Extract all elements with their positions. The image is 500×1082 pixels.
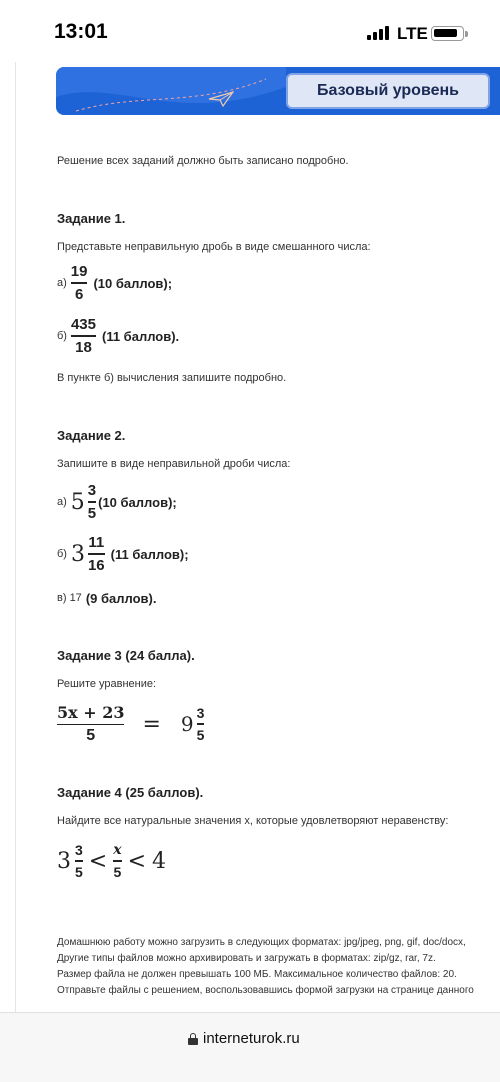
points-label: (10 баллов); xyxy=(93,275,173,291)
whole-part: 9 xyxy=(180,712,194,736)
whole-part: 3 xyxy=(70,541,85,567)
task3-prompt: Решите уравнение: xyxy=(57,678,157,690)
right-bound: 4 xyxy=(152,848,167,874)
footer-line: Домашнюю работу можно загрузить в следующих форматах: jpg/jpeg, png, gif, doc/docx, xyxy=(57,937,466,948)
fraction xyxy=(71,263,88,303)
paper-plane-icon xyxy=(208,91,234,107)
task1-note: В пункте б) вычисления запишите подробно. xyxy=(57,372,287,384)
left-fraction xyxy=(75,842,83,880)
denominator: 18 xyxy=(75,338,92,356)
denominator: 5 xyxy=(196,726,205,743)
network-label: LTE xyxy=(397,24,428,43)
lock-icon xyxy=(188,1033,198,1045)
task3-equation xyxy=(57,698,204,750)
points-label: (11 баллов); xyxy=(110,546,189,562)
denominator: 6 xyxy=(74,285,84,303)
item-marker: а) xyxy=(57,277,67,289)
task2-item-a xyxy=(57,477,177,527)
denominator: 5 xyxy=(86,727,96,745)
points-label: (11 баллов). xyxy=(102,328,180,344)
numerator: 3 xyxy=(75,842,83,859)
item-marker: б) xyxy=(57,548,67,560)
battery-cap xyxy=(465,31,468,37)
task2-prompt: Запишите в виде неправильной дроби числа: xyxy=(57,458,291,470)
battery-icon xyxy=(431,26,464,41)
fraction xyxy=(71,316,96,356)
rhs-fraction xyxy=(197,705,205,743)
status-bar xyxy=(0,0,500,62)
denominator: 16 xyxy=(87,556,105,574)
task2-title: Задание 2. xyxy=(57,428,126,443)
points-label: (10 баллов); xyxy=(98,494,177,510)
footer-line: Размер файла не должен превышать 100 МБ. Максимальное количество файлов: 20. xyxy=(57,969,457,980)
denominator: 5 xyxy=(87,504,97,522)
numerator: 11 xyxy=(88,534,105,552)
fraction xyxy=(88,482,96,522)
status-time: 13:01 xyxy=(54,20,108,43)
page-border xyxy=(15,62,16,1012)
denominator: 5 xyxy=(113,863,122,880)
url-text[interactable]: interneturok.ru xyxy=(203,1030,300,1047)
whole-part: 5 xyxy=(70,489,85,515)
footer-line: Отправьте файлы с решением, воспользовавшись формой загрузки на странице данного xyxy=(57,985,474,996)
task1-prompt: Представьте неправильную дробь в виде смешанного числа: xyxy=(57,241,371,253)
level-badge: Базовый уровень xyxy=(286,73,490,109)
task2-item-b xyxy=(57,529,189,579)
item-marker: в) 17 xyxy=(57,592,82,604)
denominator: 5 xyxy=(75,863,83,880)
address-bar[interactable] xyxy=(188,1030,300,1047)
item-marker: а) xyxy=(57,496,67,508)
lhs-fraction xyxy=(57,703,124,746)
numerator: 3 xyxy=(87,482,97,500)
points-label: (9 баллов). xyxy=(85,590,157,606)
intro-text: Решение всех заданий должно быть записано подробно. xyxy=(57,155,349,167)
task2-item-c xyxy=(57,590,156,606)
numerator: 5x + 23 xyxy=(57,702,125,722)
fraction xyxy=(88,534,105,574)
less-than-sign: < xyxy=(88,848,108,874)
numerator: 19 xyxy=(70,263,88,281)
task3-title: Задание 3 (24 балла). xyxy=(57,648,195,663)
whole-part: 3 xyxy=(57,848,71,874)
task4-title: Задание 4 (25 баллов). xyxy=(57,785,204,800)
task1-title: Задание 1. xyxy=(57,211,126,226)
task1-item-b xyxy=(57,311,179,361)
middle-fraction xyxy=(113,842,121,880)
numerator: 3 xyxy=(196,705,205,722)
task4-inequality xyxy=(57,835,166,887)
banner-decoration xyxy=(56,67,286,115)
task1-item-a xyxy=(57,258,172,308)
numerator: 435 xyxy=(70,316,96,334)
footer-line: Другие типы файлов можно архивировать и загружать в форматах: zip/gz, rar, 7z. xyxy=(57,953,436,964)
signal-icon xyxy=(367,26,389,40)
item-marker: б) xyxy=(57,330,67,342)
less-than-sign: < xyxy=(127,848,147,874)
task4-prompt: Найдите все натуральные значения x, которые удовлетворяют неравенству: xyxy=(57,815,449,827)
equals-sign: = xyxy=(142,711,161,737)
numerator: x xyxy=(113,842,122,859)
browser-bar xyxy=(0,1013,500,1082)
